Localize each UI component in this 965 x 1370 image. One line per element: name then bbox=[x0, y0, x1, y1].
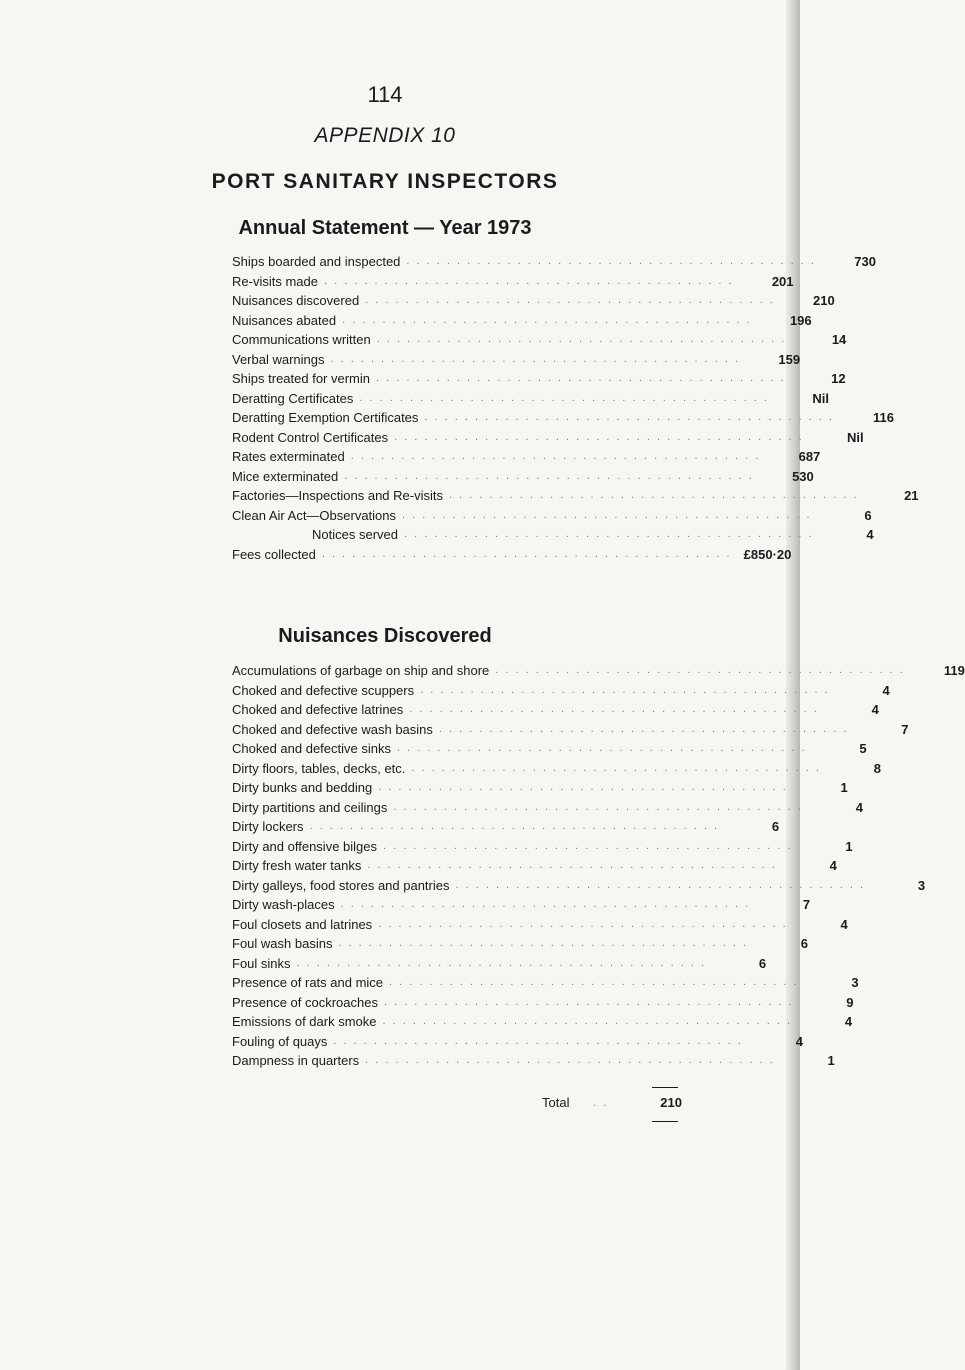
statement-row-value: 196 bbox=[789, 312, 812, 328]
nuisance-row-label: Presence of cockroaches bbox=[232, 994, 378, 1010]
statement-row bbox=[232, 506, 872, 526]
statement-row-leader: . . . . . . . . . . . . . . . . . . . . . . . . . . . . . . . . . . . . . . . . . bbox=[365, 294, 775, 306]
nuisance-row-leader: . . . . . . . . . . . . . . . . . . . . . . . . . . . . . . . . . . . . . . . . . bbox=[420, 683, 830, 696]
statement-row-leader: . . . . . . . . . . . . . . . . . . . . . . . . . . . . . . . . . . . . . . . . . bbox=[323, 274, 734, 287]
nuisance-row bbox=[232, 915, 848, 935]
statement-row bbox=[232, 330, 847, 350]
nuisance-row-leader: . . . . . . . . . . . . . . . . . . . . . . . . . . . . . . . . . . . . . . . . . bbox=[438, 722, 849, 735]
nuisance-row-leader: . . . . . . . . . . . . . . . . . . . . . . . . . . . . . . . . . . . . . . . . . bbox=[333, 1034, 743, 1047]
statement-row bbox=[232, 545, 792, 565]
nuisance-row-value: 7 bbox=[901, 721, 909, 737]
statement-row-leader: . . . . . . . . . . . . . . . . . . . . . . . . . . . . . . . . . . . . . . . . . bbox=[350, 450, 761, 462]
statement-row bbox=[232, 428, 864, 448]
total-rule-bottom bbox=[652, 1121, 678, 1122]
nuisance-row-leader: . . . . . . . . . . . . . . . . . . . . . . . . . . . . . . . . . . . . . . . . . bbox=[383, 995, 794, 1008]
nuisance-row-value: 1 bbox=[840, 780, 848, 795]
nuisance-row-label: Accumulations of garbage on ship and shore bbox=[232, 663, 490, 678]
statement-row-value: 687 bbox=[798, 449, 821, 464]
nuisance-row bbox=[232, 1032, 803, 1052]
statement-row-value: 14 bbox=[831, 332, 847, 347]
statement-row bbox=[232, 252, 876, 272]
nuisance-row-leader: . . . . . . . . . . . . . . . . . . . . . . . . . . . . . . . . . . . . . . . . . bbox=[378, 917, 788, 930]
nuisances-list bbox=[232, 661, 965, 1071]
nuisance-row-value: 3 bbox=[917, 877, 926, 893]
nuisance-row-leader: . . . . . . . . . . . . . . . . . . . . . . . . . . . . . . . . . . . . . . . . . bbox=[409, 703, 819, 715]
nuisance-row-label: Choked and defective sinks bbox=[232, 741, 391, 756]
nuisance-row-leader: . . . . . . . . . . . . . . . . . . . . . . . . . . . . . . . . . . . . . . . . . bbox=[455, 878, 866, 891]
nuisance-row-value: 1 bbox=[845, 838, 853, 854]
nuisance-row bbox=[232, 973, 859, 993]
statement-row-leader: . . . . . . . . . . . . . . . . . . . . . . . . . . . . . . . . . . . . . . . . . bbox=[376, 333, 787, 345]
nuisance-row-leader: . . . . . . . . . . . . . . . . . . . . . . . . . . . . . . . . . . . . . . . . . bbox=[411, 761, 821, 774]
nuisance-row-value: 4 bbox=[844, 1014, 853, 1029]
statement-row-label: Fees collected bbox=[232, 546, 316, 562]
total-label: Total bbox=[542, 1095, 570, 1110]
nuisance-row bbox=[232, 817, 780, 837]
statement-row-label: Mice exterminated bbox=[232, 468, 339, 484]
statement-row-leader: . . . . . . . . . . . . . . . . . . . . . . . . . . . . . . . . . . . . . . . . . bbox=[448, 489, 859, 501]
statement-row-value: 159 bbox=[778, 351, 801, 367]
statement-row-leader: . . . . . . . . . . . . . . . . . . . . . . . . . . . . . . . . . . . . . . . . . bbox=[376, 372, 786, 384]
statement-row-label: Communications written bbox=[232, 332, 371, 347]
statement-row-label: Nuisances abated bbox=[232, 312, 337, 328]
nuisance-row-leader: . . . . . . . . . . . . . . . . . . . . . . . . . . . . . . . . . . . . . . . . . bbox=[309, 820, 720, 832]
nuisance-row bbox=[232, 895, 811, 915]
nuisance-row-label: Dirty partitions and ceilings bbox=[232, 799, 388, 815]
statement-row bbox=[232, 389, 829, 409]
nuisance-row-leader: . . . . . . . . . . . . . . . . . . . . . . . . . . . . . . . . . . . . . . . . . bbox=[393, 800, 803, 813]
statement-row-value: 730 bbox=[854, 254, 876, 269]
statement-row-value: Nil bbox=[812, 390, 829, 406]
nuisance-row bbox=[232, 1012, 853, 1032]
nuisances-section-title: Nuisances Discovered bbox=[278, 625, 492, 647]
statement-row-leader: . . . . . . . . . . . . . . . . . . . . . . . . . . . . . . . . . . . . . . . . . bbox=[344, 469, 754, 482]
page-number: 114 bbox=[367, 82, 403, 107]
nuisance-row-value: 4 bbox=[829, 858, 837, 873]
nuisance-row-value: 3 bbox=[851, 975, 859, 990]
nuisance-row-value: 9 bbox=[846, 994, 854, 1010]
statement-row-label: Rates exterminated bbox=[232, 449, 345, 464]
total-row bbox=[500, 1092, 682, 1114]
statement-row-label: Ships boarded and inspected bbox=[232, 254, 401, 269]
nuisance-row-value: 6 bbox=[758, 955, 767, 971]
statement-row-leader: . . . . . . . . . . . . . . . . . . . . . . . . . . . . . . . . . . . . . . . . . bbox=[403, 528, 814, 540]
statement-row-value: 4 bbox=[866, 527, 874, 542]
nuisance-row-leader: . . . . . . . . . . . . . . . . . . . . . . . . . . . . . . . . . . . . . . . . . bbox=[495, 664, 905, 676]
nuisance-row-leader: . . . . . . . . . . . . . . . . . . . . . . . . . . . . . . . . . . . . . . . . . bbox=[367, 859, 777, 871]
statement-row-leader: . . . . . . . . . . . . . . . . . . . . . . . . . . . . . . . . . . . . . . . . . bbox=[342, 313, 752, 326]
statement-row bbox=[232, 447, 821, 467]
statement-row-label: Notices served bbox=[312, 527, 398, 542]
nuisance-row bbox=[232, 954, 767, 974]
nuisance-row-value: 1 bbox=[827, 1053, 835, 1068]
statement-row bbox=[232, 291, 835, 311]
nuisance-row bbox=[232, 739, 867, 759]
nuisance-row bbox=[232, 798, 863, 818]
statement-row-label: Ships treated for vermin bbox=[232, 371, 371, 386]
nuisance-row-label: Foul closets and latrines bbox=[232, 916, 373, 932]
statement-row bbox=[232, 350, 801, 370]
total-rule-top bbox=[652, 1087, 678, 1088]
nuisance-row bbox=[232, 993, 854, 1013]
total-leader: . . bbox=[593, 1097, 609, 1109]
appendix-title: APPENDIX 10 bbox=[314, 124, 456, 147]
nuisance-row-label: Dirty wash-places bbox=[232, 897, 335, 912]
nuisance-row-leader: . . . . . . . . . . . . . . . . . . . . . . . . . . . . . . . . . . . . . . . . . bbox=[396, 742, 807, 754]
nuisance-row bbox=[232, 778, 848, 798]
nuisance-row bbox=[232, 856, 837, 876]
nuisance-row bbox=[232, 934, 809, 954]
statement-row-value: 21 bbox=[904, 488, 919, 503]
nuisance-row-value: 119 bbox=[943, 663, 965, 678]
nuisance-row-label: Dirty floors, tables, decks, etc. bbox=[232, 760, 406, 776]
statement-row-leader: . . . . . . . . . . . . . . . . . . . . . . . . . . . . . . . . . . . . . . . . . bbox=[402, 508, 812, 521]
nuisance-row bbox=[232, 720, 909, 740]
nuisance-row bbox=[232, 837, 853, 857]
total-value: 210 bbox=[660, 1095, 682, 1110]
nuisance-row-label: Emissions of dark smoke bbox=[232, 1014, 377, 1029]
statement-row bbox=[232, 486, 919, 506]
nuisance-row-leader: . . . . . . . . . . . . . . . . . . . . . . . . . . . . . . . . . . . . . . . . . bbox=[338, 937, 749, 949]
page-subtitle: Annual Statement — Year 1973 bbox=[238, 217, 532, 239]
statement-row-label: Deratting Certificates bbox=[232, 390, 354, 406]
nuisance-row-label: Dirty and offensive bilges bbox=[232, 838, 378, 854]
page-title: PORT SANITARY INSPECTORS bbox=[211, 170, 559, 193]
nuisance-row-leader: . . . . . . . . . . . . . . . . . . . . . . . . . . . . . . . . . . . . . . . . . bbox=[382, 1015, 793, 1027]
nuisance-row-leader: . . . . . . . . . . . . . . . . . . . . . . . . . . . . . . . . . . . . . . . . . bbox=[378, 781, 788, 793]
statement-row-label: Deratting Exemption Certificates bbox=[232, 410, 419, 425]
statement-row-leader: . . . . . . . . . . . . . . . . . . . . . . . . . . . . . . . . . . . . . . . . . bbox=[359, 391, 769, 404]
statement-row bbox=[232, 272, 794, 292]
nuisance-row-leader: . . . . . . . . . . . . . . . . . . . . . . . . . . . . . . . . . . . . . . . . . bbox=[389, 976, 799, 988]
nuisance-row bbox=[232, 681, 890, 701]
nuisance-row-value: 6 bbox=[800, 936, 809, 951]
statement-row-value: Nil bbox=[847, 429, 864, 445]
statement-row-value: 530 bbox=[792, 468, 814, 484]
nuisance-row bbox=[232, 876, 926, 896]
nuisance-row-label: Foul wash basins bbox=[232, 936, 333, 951]
nuisance-row-leader: . . . . . . . . . . . . . . . . . . . . . . . . . . . . . . . . . . . . . . . . . bbox=[365, 1054, 775, 1066]
nuisance-row-label: Fouling of quays bbox=[232, 1033, 328, 1049]
nuisance-row-label: Dampness in quarters bbox=[232, 1053, 360, 1068]
statement-row-value: 6 bbox=[864, 507, 872, 523]
statement-row-label: Rodent Control Certificates bbox=[232, 429, 389, 445]
nuisance-row-label: Dirty galleys, food stores and pantries bbox=[232, 877, 450, 893]
statement-row-label: Re-visits made bbox=[232, 273, 318, 289]
statement-row-leader: . . . . . . . . . . . . . . . . . . . . . . . . . . . . . . . . . . . . . . . . . bbox=[330, 352, 741, 365]
nuisance-row-label: Choked and defective scuppers bbox=[232, 682, 415, 698]
nuisance-row-label: Dirty fresh water tanks bbox=[232, 858, 362, 873]
statement-row-leader: . . . . . . . . . . . . . . . . . . . . . . . . . . . . . . . . . . . . . . . . . bbox=[321, 547, 732, 560]
statement-row bbox=[232, 467, 814, 487]
statement-row-leader: . . . . . . . . . . . . . . . . . . . . . . . . . . . . . . . . . . . . . . . . . bbox=[424, 411, 834, 423]
nuisance-row-label: Foul sinks bbox=[232, 955, 291, 971]
statement-row-value: £850·20 bbox=[743, 546, 792, 562]
nuisance-row bbox=[232, 661, 965, 681]
statement-row-value: 201 bbox=[771, 273, 794, 289]
nuisance-row-label: Dirty bunks and bedding bbox=[232, 780, 373, 795]
nuisance-row bbox=[232, 759, 881, 779]
nuisance-row-value: 4 bbox=[855, 799, 863, 815]
statement-row-leader: . . . . . . . . . . . . . . . . . . . . . . . . . . . . . . . . . . . . . . . . . bbox=[406, 255, 816, 267]
nuisance-row-label: Presence of rats and mice bbox=[232, 975, 384, 990]
statement-row bbox=[232, 408, 894, 428]
statement-row bbox=[232, 311, 812, 331]
nuisance-row-value: 8 bbox=[873, 760, 881, 776]
nuisance-row-leader: . . . . . . . . . . . . . . . . . . . . . . . . . . . . . . . . . . . . . . . . . bbox=[296, 956, 707, 969]
nuisance-row-leader: . . . . . . . . . . . . . . . . . . . . . . . . . . . . . . . . . . . . . . . . . bbox=[383, 839, 793, 852]
statement-row-value: 116 bbox=[873, 410, 894, 425]
statement-row bbox=[232, 525, 874, 545]
nuisance-row-label: Dirty lockers bbox=[232, 819, 304, 834]
nuisance-row-value: 5 bbox=[859, 741, 867, 756]
nuisance-row bbox=[232, 1051, 835, 1071]
nuisance-row-label: Choked and defective latrines bbox=[232, 702, 404, 717]
nuisance-row bbox=[232, 700, 879, 720]
statement-row-label: Clean Air Act—Observations bbox=[232, 507, 397, 523]
statement-row-label: Verbal warnings bbox=[232, 351, 325, 367]
statement-row-value: 210 bbox=[813, 293, 835, 308]
nuisance-row-value: 4 bbox=[840, 916, 848, 932]
nuisance-row-label: Choked and defective wash basins bbox=[232, 721, 433, 737]
statement-row-label: Nuisances discovered bbox=[232, 293, 360, 308]
nuisance-row-value: 4 bbox=[871, 702, 879, 717]
nuisance-row-value: 4 bbox=[882, 682, 890, 698]
statement-row-value: 12 bbox=[831, 371, 846, 386]
statement-row-leader: . . . . . . . . . . . . . . . . . . . . . . . . . . . . . . . . . . . . . . . . . bbox=[394, 430, 804, 443]
nuisance-row-value: 4 bbox=[795, 1033, 803, 1049]
nuisance-row-value: 6 bbox=[771, 819, 780, 834]
nuisance-row-leader: . . . . . . . . . . . . . . . . . . . . . . . . . . . . . . . . . . . . . . . . . bbox=[340, 898, 751, 910]
statement-row-label: Factories—Inspections and Re-visits bbox=[232, 488, 443, 503]
statement-row bbox=[232, 369, 846, 389]
nuisance-row-value: 7 bbox=[802, 897, 811, 912]
annual-statement-list bbox=[232, 252, 919, 564]
